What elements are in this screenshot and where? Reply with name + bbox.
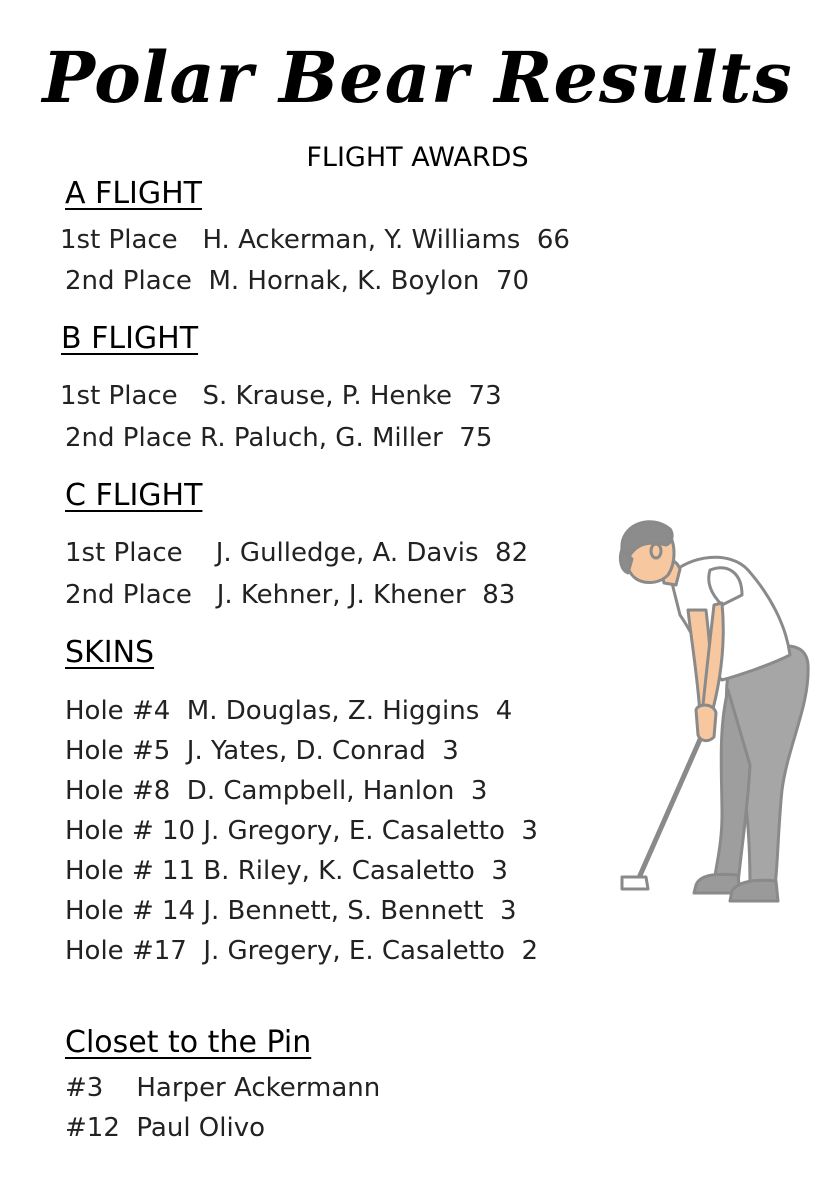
b-flight-heading: B FLIGHT	[61, 321, 199, 356]
a-flight-heading: A FLIGHT	[65, 176, 203, 211]
closest-pin-heading: Closet to the Pin	[65, 1025, 312, 1060]
skins-line-hole-17: Hole #17 J. Gregery, E. Casaletto 2	[65, 936, 539, 966]
page-subtitle: FLIGHT AWARDS	[306, 142, 529, 173]
skins-heading: SKINS	[65, 635, 155, 670]
skins-line-hole-4: Hole #4 M. Douglas, Z. Higgins 4	[65, 696, 513, 726]
b-flight-second-place: 2nd Place R. Paluch, G. Miller 75	[65, 423, 493, 453]
skins-line-hole-14: Hole # 14 J. Bennett, S. Bennett 3	[65, 896, 517, 926]
c-flight-heading: C FLIGHT	[65, 478, 203, 513]
golfer-putting-icon	[610, 515, 820, 915]
hands	[696, 705, 716, 741]
a-flight-second-place: 2nd Place M. Hornak, K. Boylon 70	[65, 266, 530, 296]
closest-pin-hole-12: #12 Paul Olivo	[65, 1113, 266, 1143]
skins-line-hole-5: Hole #5 J. Yates, D. Conrad 3	[65, 736, 459, 766]
ear	[651, 544, 661, 558]
skins-line-hole-11: Hole # 11 B. Riley, K. Casaletto 3	[65, 856, 508, 886]
a-flight-first-place: 1st Place H. Ackerman, Y. Williams 66	[60, 225, 570, 255]
closest-pin-hole-3: #3 Harper Ackermann	[65, 1073, 381, 1103]
skins-line-hole-8: Hole #8 D. Campbell, Hanlon 3	[65, 776, 488, 806]
c-flight-second-place: 2nd Place J. Kehner, J. Khener 83	[65, 580, 516, 610]
b-flight-first-place: 1st Place S. Krause, P. Henke 73	[60, 381, 502, 411]
c-flight-first-place: 1st Place J. Gulledge, A. Davis 82	[65, 538, 529, 568]
page-title: Polar Bear Results	[42, 36, 793, 119]
putter-shaft	[638, 735, 702, 880]
putter-head	[622, 877, 648, 889]
skins-line-hole-10: Hole # 10 J. Gregory, E. Casaletto 3	[65, 816, 538, 846]
